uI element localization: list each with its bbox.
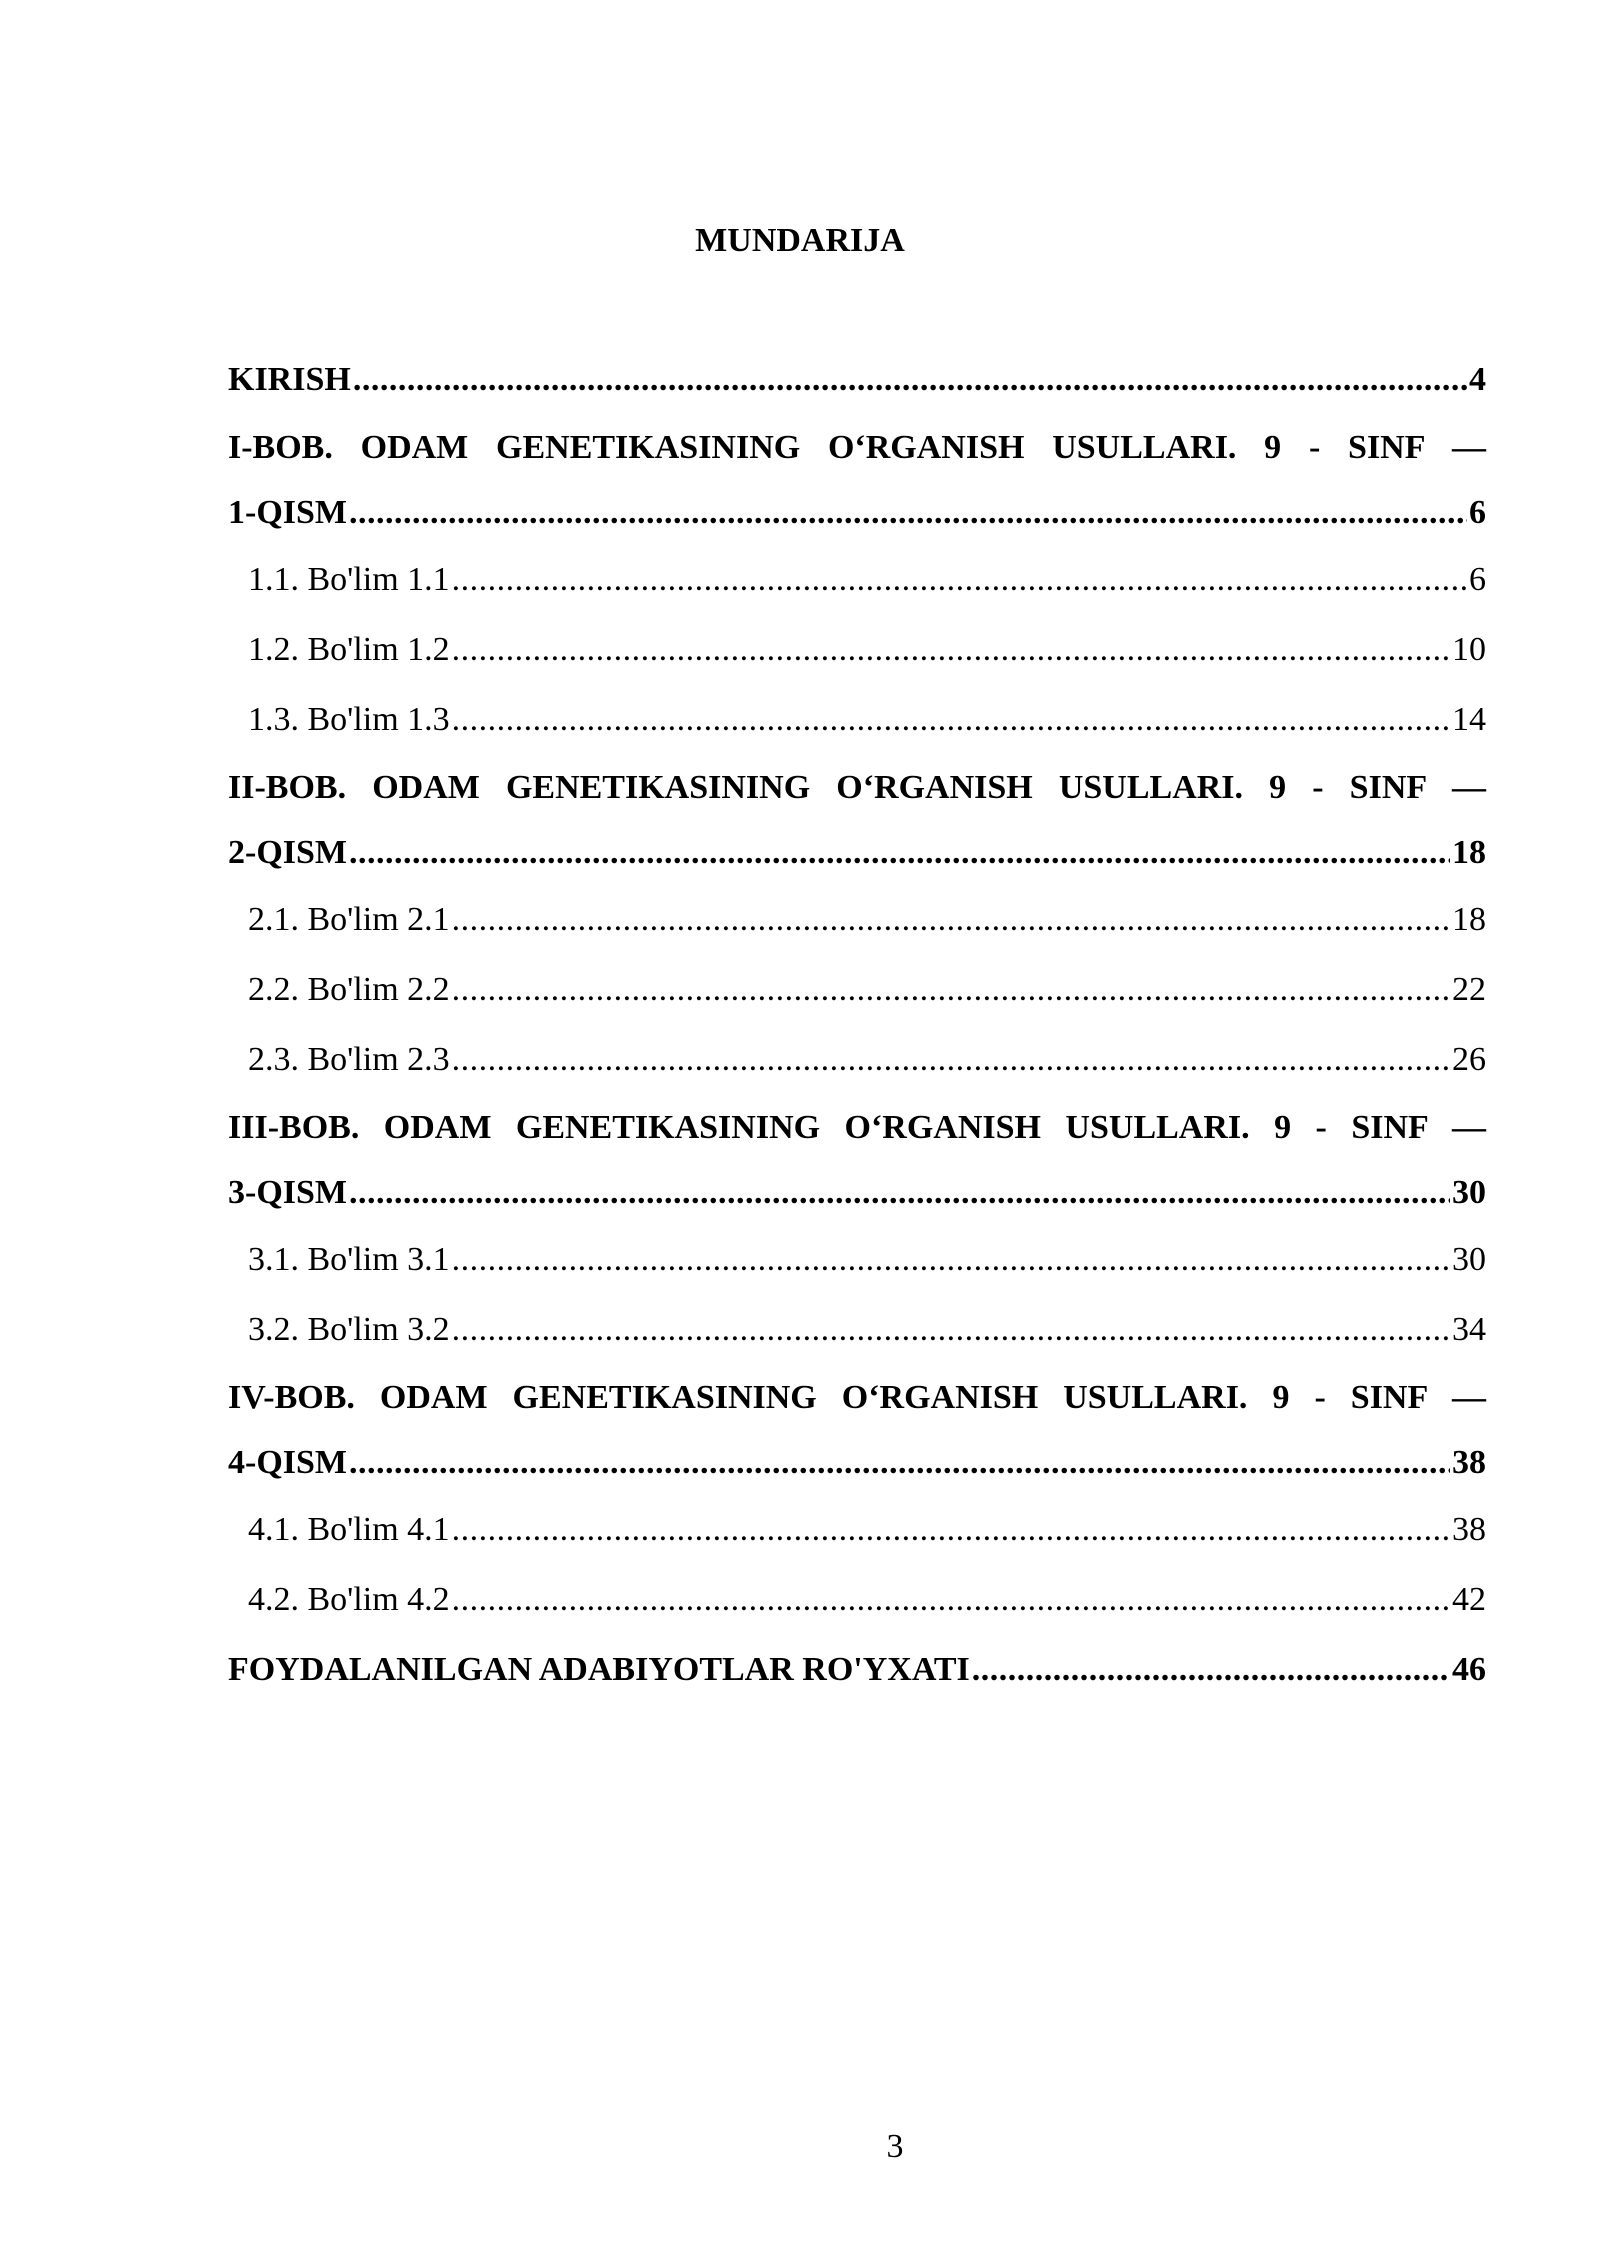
toc-entry-label: 2.1. Bo'lim 2.1 [248,901,450,938]
toc-entry-label: 1-QISM [228,494,347,531]
toc-entry-page: 38 [1452,1444,1486,1481]
dot-leader [452,615,1450,685]
toc-entry-section[interactable] [228,1225,1486,1295]
dot-leader [353,345,1467,415]
toc-entry-label: 3.2. Bo'lim 3.2 [248,1311,450,1348]
toc-entry-page: 38 [1452,1511,1486,1548]
toc-entry-chapter-1[interactable] [228,480,1486,545]
toc-entry-label: 1.3. Bo'lim 1.3 [248,701,450,738]
toc-chapter-heading[interactable]: III-BOB. ODAM GENETIKASINING O‘RGANISH USULLARI. 9 - SINF — [228,1109,1486,1146]
toc-entry-section[interactable] [228,955,1486,1025]
toc-entry-section[interactable] [228,1565,1486,1635]
table-of-contents [228,345,1486,1705]
toc-entry-page: 6 [1469,561,1486,598]
toc-entry-label: 4-QISM [228,1444,347,1481]
toc-entry-label: 2-QISM [228,834,347,871]
toc-entry-page: 34 [1452,1311,1486,1348]
toc-entry-chapter-3[interactable] [228,1160,1486,1225]
toc-entry-page: 6 [1469,494,1486,531]
toc-entry-page: 22 [1452,971,1486,1008]
dot-leader [452,1495,1450,1565]
toc-entry-label: 4.1. Bo'lim 4.1 [248,1511,450,1548]
toc-entry-section[interactable] [228,1025,1486,1095]
toc-chapter-heading[interactable]: II-BOB. ODAM GENETIKASINING O‘RGANISH USULLARI. 9 - SINF — [228,769,1486,806]
dot-leader [452,885,1450,955]
toc-entry-section[interactable] [228,685,1486,755]
toc-entry-label: 3.1. Bo'lim 3.1 [248,1241,450,1278]
toc-chapter-heading[interactable]: I-BOB. ODAM GENETIKASINING O‘RGANISH USULLARI. 9 - SINF — [228,429,1486,466]
toc-entry-chapter-2[interactable] [228,820,1486,885]
toc-chapter-heading[interactable]: IV-BOB. ODAM GENETIKASINING O‘RGANISH USULLARI. 9 - SINF — [228,1379,1486,1416]
toc-entry-kirish[interactable] [228,345,1486,415]
dot-leader [349,1160,1450,1225]
toc-entry-page: 4 [1469,361,1486,398]
dot-leader [452,1025,1450,1095]
dot-leader [452,685,1450,755]
toc-entry-page: 30 [1452,1174,1486,1211]
toc-entry-label: KIRISH [228,361,351,398]
toc-entry-label: 3-QISM [228,1174,347,1211]
toc-entry-label: 1.2. Bo'lim 1.2 [248,631,450,668]
toc-entry-page: 18 [1452,901,1486,938]
toc-entry-page: 10 [1452,631,1486,668]
dot-leader [452,955,1450,1025]
toc-entry-label: 4.2. Bo'lim 4.2 [248,1581,450,1618]
toc-entry-chapter-4[interactable] [228,1430,1486,1495]
toc-entry-label: 2.2. Bo'lim 2.2 [248,971,450,1008]
toc-entry-section[interactable] [228,545,1486,615]
dot-leader [452,1565,1450,1635]
dot-leader [349,1430,1450,1495]
toc-entry-page: 42 [1452,1581,1486,1618]
dot-leader [972,1635,1450,1705]
toc-entry-label: FOYDALANILGAN ADABIYOTLAR RO'YXATI [228,1651,970,1688]
toc-entry-page: 46 [1452,1651,1486,1688]
toc-entry-page: 14 [1452,701,1486,738]
page-title: MUNDARIJA [695,222,905,259]
toc-entry-label: 2.3. Bo'lim 2.3 [248,1041,450,1078]
toc-entry-page: 30 [1452,1241,1486,1278]
toc-entry-section[interactable] [228,1495,1486,1565]
toc-entry-label: 1.1. Bo'lim 1.1 [248,561,450,598]
toc-entry-section[interactable] [228,1295,1486,1365]
dot-leader [452,545,1467,615]
dot-leader [349,480,1467,545]
toc-entry-page: 18 [1452,834,1486,871]
toc-entry-section[interactable] [228,615,1486,685]
dot-leader [349,820,1450,885]
toc-entry-references[interactable] [228,1635,1486,1705]
page-number: 3 [886,2128,904,2165]
toc-entry-section[interactable] [228,885,1486,955]
dot-leader [452,1295,1450,1365]
dot-leader [452,1225,1450,1295]
toc-entry-page: 26 [1452,1041,1486,1078]
